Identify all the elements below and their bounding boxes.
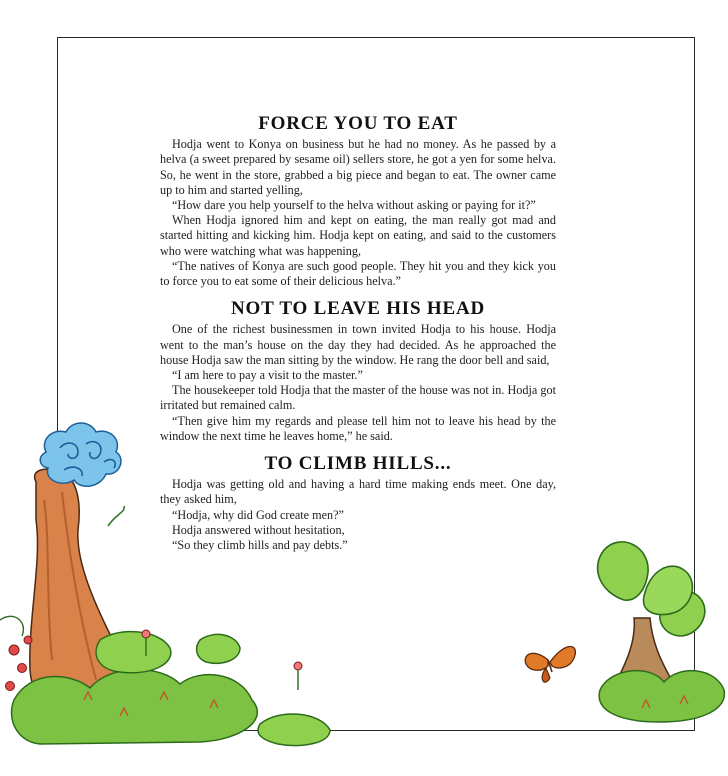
story-paragraph: “Hodja, why did God create men?” — [172, 507, 344, 522]
story-paragraph: When Hodja ignored him and kept on eating, the man really got mad and started hitting and kicking him. Hodja kept on eating, and said to the customers who were watching what was happening, — [160, 213, 556, 258]
story-paragraph: “So they climb hills and pay debts.” — [172, 538, 348, 553]
story-to-climb-hills — [160, 453, 556, 553]
story-column — [160, 108, 556, 553]
story-paragraph: “I am here to pay a visit to the master.” — [172, 368, 363, 383]
story-paragraph: The housekeeper told Hodja that the master of the house was not in. Hodja got irritated but remained calm. — [160, 383, 556, 413]
story-force-you-to-eat — [160, 113, 556, 289]
story-paragraph: “Then give him my regards and please tell him not to leave his head by the window the next time he leaves home,” he said. — [160, 413, 556, 443]
story-body — [160, 322, 556, 444]
story-title: FORCE YOU TO EAT — [258, 113, 458, 134]
story-body — [160, 477, 556, 553]
story-body — [160, 137, 556, 289]
story-paragraph: Hodja went to Konya on business but he had no money. As he passed by a helva (a sweet prepared by sesame oil) sellers store, he got a yen for some helva. So, he went in the store, grabbed a big piece and began to eat. The owner came up to him and started yelling, — [160, 137, 556, 197]
story-paragraph: One of the richest businessmen in town invited Hodja to his house. Hodja went to the man’s house on the day they had decided. As he approached the house Hodja saw the man sitting by the window. He rang the door bell and said, — [160, 322, 556, 367]
story-not-to-leave-his-head — [160, 298, 556, 444]
story-title: TO CLIMB HILLS... — [264, 453, 452, 475]
story-paragraph: “How dare you help yourself to the helva without asking or paying for it?” — [172, 198, 536, 213]
story-paragraph: “The natives of Konya are such good people. They hit you and they kick you to force you to eat some of their delicious helva.” — [160, 258, 556, 289]
story-paragraph: Hodja answered without hesitation, — [172, 522, 345, 537]
story-paragraph: Hodja was getting old and having a hard time making ends meet. One day, they asked him, — [160, 477, 556, 507]
story-title: NOT TO LEAVE HIS HEAD — [230, 298, 486, 320]
